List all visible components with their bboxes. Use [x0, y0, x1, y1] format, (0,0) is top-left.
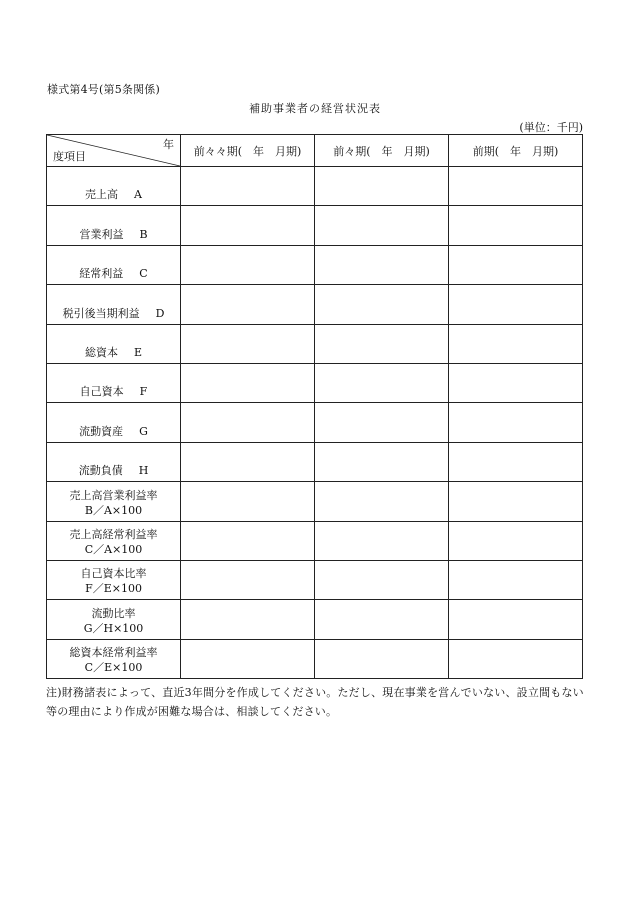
value-input-cell[interactable]: [449, 206, 583, 245]
value-input-cell[interactable]: [181, 560, 315, 599]
value-input-cell[interactable]: [181, 639, 315, 678]
row-label-cell: [47, 482, 181, 521]
row-label-cell: [47, 285, 181, 324]
value-input-cell[interactable]: [449, 521, 583, 560]
value-input-cell[interactable]: [449, 245, 583, 284]
row-label: 売上高: [85, 188, 119, 202]
value-input-cell[interactable]: [449, 560, 583, 599]
row-label: 総資本経常利益率: [69, 646, 158, 660]
corner-year-label: 年: [163, 138, 174, 151]
row-code: G: [139, 424, 148, 438]
value-input-cell[interactable]: [315, 560, 449, 599]
row-label: 営業利益: [79, 227, 124, 241]
table-row: [47, 403, 583, 442]
value-input-cell[interactable]: [315, 245, 449, 284]
value-input-cell[interactable]: [181, 521, 315, 560]
row-code: H: [138, 464, 149, 478]
row-code: D: [155, 306, 165, 320]
row-code: A: [134, 188, 142, 202]
value-input-cell[interactable]: [181, 482, 315, 521]
row-label-cell: [47, 324, 181, 363]
financial-status-table: [46, 134, 583, 679]
row-label-cell: [47, 521, 181, 560]
value-input-cell[interactable]: [315, 521, 449, 560]
row-label-cell: [47, 560, 181, 599]
row-label-cell: [47, 600, 181, 639]
value-input-cell[interactable]: [315, 324, 449, 363]
table-row: [47, 285, 583, 324]
row-code: C: [139, 267, 148, 281]
table-row: [47, 639, 583, 678]
value-input-cell[interactable]: [181, 285, 315, 324]
document-title: 補助事業者の経営状況表: [249, 102, 381, 115]
form-number: 様式第4号(第5条関係): [47, 83, 160, 96]
row-label: 流動負債: [78, 464, 123, 478]
value-input-cell[interactable]: [449, 442, 583, 481]
row-label-cell: [47, 639, 181, 678]
value-input-cell[interactable]: [315, 600, 449, 639]
value-input-cell[interactable]: [449, 285, 583, 324]
value-input-cell[interactable]: [315, 482, 449, 521]
value-input-cell[interactable]: [181, 324, 315, 363]
row-label-cell: [47, 363, 181, 402]
corner-header-cell: [47, 135, 181, 167]
value-input-cell[interactable]: [181, 167, 315, 206]
value-input-cell[interactable]: [181, 403, 315, 442]
row-label: 自己資本: [79, 385, 124, 399]
value-input-cell[interactable]: [315, 167, 449, 206]
row-label: 売上高経常利益率: [69, 527, 158, 541]
row-label: 自己資本比率: [80, 567, 147, 581]
value-input-cell[interactable]: [181, 363, 315, 402]
table-row: [47, 245, 583, 284]
table-row: [47, 442, 583, 481]
row-label-cell: [47, 206, 181, 245]
row-formula: C／A×100: [84, 542, 143, 556]
value-input-cell[interactable]: [315, 285, 449, 324]
value-input-cell[interactable]: [181, 600, 315, 639]
row-formula: F／E×100: [85, 582, 142, 596]
value-input-cell[interactable]: [449, 600, 583, 639]
row-label: 流動資産: [79, 424, 124, 438]
row-code: E: [133, 345, 143, 359]
value-input-cell[interactable]: [181, 442, 315, 481]
table-row: [47, 363, 583, 402]
corner-item-label: 度項目: [53, 150, 86, 163]
row-code: B: [139, 227, 148, 241]
row-label-cell: [47, 403, 181, 442]
value-input-cell[interactable]: [315, 363, 449, 402]
value-input-cell[interactable]: [449, 324, 583, 363]
table-row: [47, 482, 583, 521]
table-row: [47, 600, 583, 639]
value-input-cell[interactable]: [315, 442, 449, 481]
value-input-cell[interactable]: [449, 167, 583, 206]
value-input-cell[interactable]: [181, 206, 315, 245]
footnote: 注)財務諸表によって、直近3年間分を作成してください。ただし、現在事業を営んでいない、設立間もない等の理由により作成が困難な場合は、相談してください。: [46, 686, 584, 718]
value-input-cell[interactable]: [315, 206, 449, 245]
value-input-cell[interactable]: [315, 639, 449, 678]
row-code: F: [139, 385, 148, 399]
value-input-cell[interactable]: [449, 363, 583, 402]
table-row: [47, 324, 583, 363]
row-label: 売上高営業利益率: [69, 488, 158, 502]
row-label-cell: [47, 167, 181, 206]
value-input-cell[interactable]: [315, 403, 449, 442]
value-input-cell[interactable]: [449, 403, 583, 442]
row-label: 税引後当期利益: [62, 306, 140, 320]
value-input-cell[interactable]: [449, 639, 583, 678]
row-formula: B／A×100: [84, 503, 143, 517]
row-formula: G／H×100: [83, 621, 144, 635]
table-row: [47, 521, 583, 560]
row-formula: C／E×100: [84, 661, 143, 675]
row-label-cell: [47, 442, 181, 481]
row-label: 経常利益: [79, 267, 124, 281]
value-input-cell[interactable]: [181, 245, 315, 284]
table-row: [47, 167, 583, 206]
value-input-cell[interactable]: [449, 482, 583, 521]
period-header-3: 前々々期( 年 月期): [181, 135, 315, 167]
row-label-cell: [47, 245, 181, 284]
row-label: 流動比率: [91, 606, 136, 620]
row-label: 総資本: [84, 345, 118, 359]
unit-note: (単位：千円): [519, 121, 583, 134]
table-header-row: [47, 135, 583, 167]
period-header-2: 前々期( 年 月期): [315, 135, 449, 167]
period-header-1: 前期( 年 月期): [449, 135, 583, 167]
table-row: [47, 560, 583, 599]
table-row: [47, 206, 583, 245]
